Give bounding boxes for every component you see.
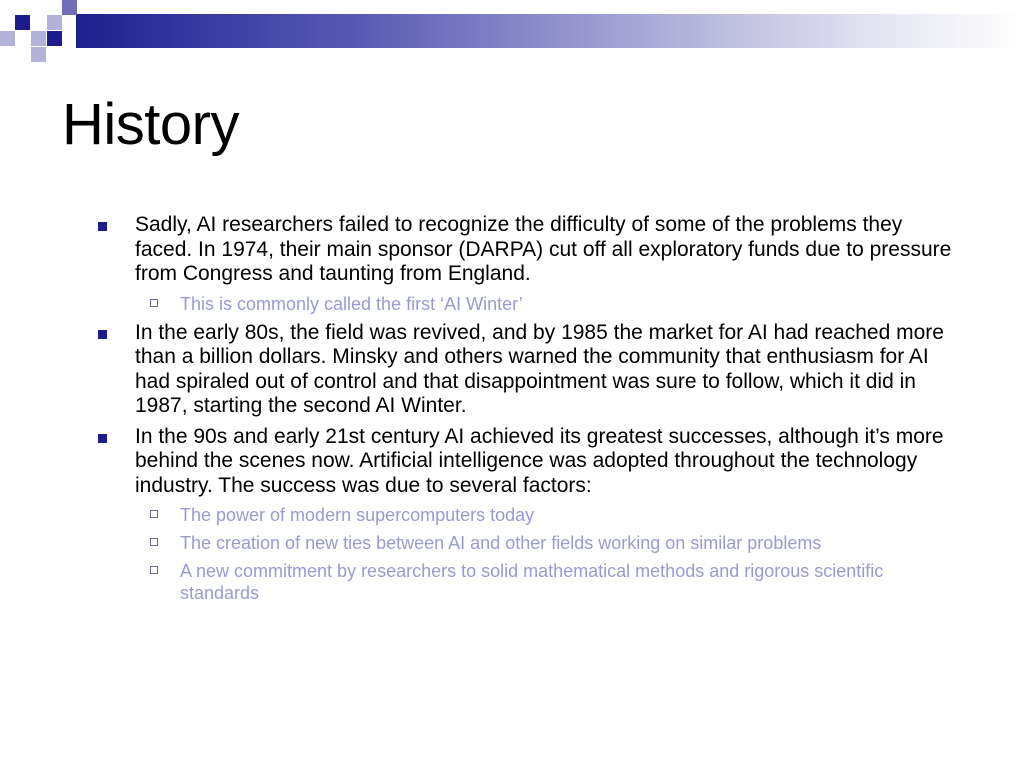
decor-square-icon [47, 15, 62, 30]
sub-bullet-item [0, 504, 1024, 526]
hollow-square-bullet-icon [150, 299, 158, 307]
sub-bullet-text: The creation of new ties between AI and other fields working on similar problems [180, 533, 822, 553]
bullet-text: In the early 80s, the field was revived, and by 1985 the market for AI had reached more than a billion dollars. Minsky and others warned the community that enthusiasm for AI had spiraled out of control and that disappointment was sure to follow, which it did in 1987, starting the second AI Winter. [135, 320, 944, 417]
decor-square-icon [31, 31, 46, 46]
slide-body [0, 213, 1024, 610]
sub-bullet-text: This is commonly called the first ‘AI Winter’ [180, 293, 523, 314]
bullet-item [0, 321, 1024, 419]
bullet-text: Sadly, AI researchers failed to recognize the difficulty of some of the problems they faced. In 1974, their main sponsor (DARPA) cut off all exploratory funds due to pressure from Congress and taunting from England. [135, 213, 952, 285]
header-decoration [0, 14, 1024, 48]
header-gradient-bar [76, 14, 1024, 48]
sub-bullet-text: The power of modern supercomputers today [180, 505, 535, 525]
filled-square-bullet-icon [98, 330, 107, 339]
decor-square-icon [31, 47, 46, 62]
sub-bullet-item [0, 532, 1024, 554]
sub-bullet-item [0, 293, 1024, 315]
sub-bullet-item [0, 560, 1024, 604]
decor-square-icon [47, 31, 62, 46]
slide-title: History [62, 92, 239, 157]
filled-square-bullet-icon [98, 222, 107, 231]
hollow-square-bullet-icon [150, 510, 158, 518]
hollow-square-bullet-icon [150, 538, 158, 546]
bullet-text: In the 90s and early 21st century AI achieved its greatest successes, although it’s more behind the scenes now. Artificial intelligence was adopted throughout the technology industry. The success was due to several factors: [135, 424, 944, 497]
decor-square-icon [15, 15, 30, 30]
bullet-item [0, 425, 1024, 499]
decor-square-icon [62, 0, 77, 15]
bullet-item [0, 213, 1024, 287]
decor-square-icon [0, 31, 15, 46]
sub-bullet-text: A new commitment by researchers to solid mathematical methods and rigorous scientific standards [180, 561, 884, 603]
filled-square-bullet-icon [98, 434, 107, 443]
hollow-square-bullet-icon [150, 566, 158, 574]
